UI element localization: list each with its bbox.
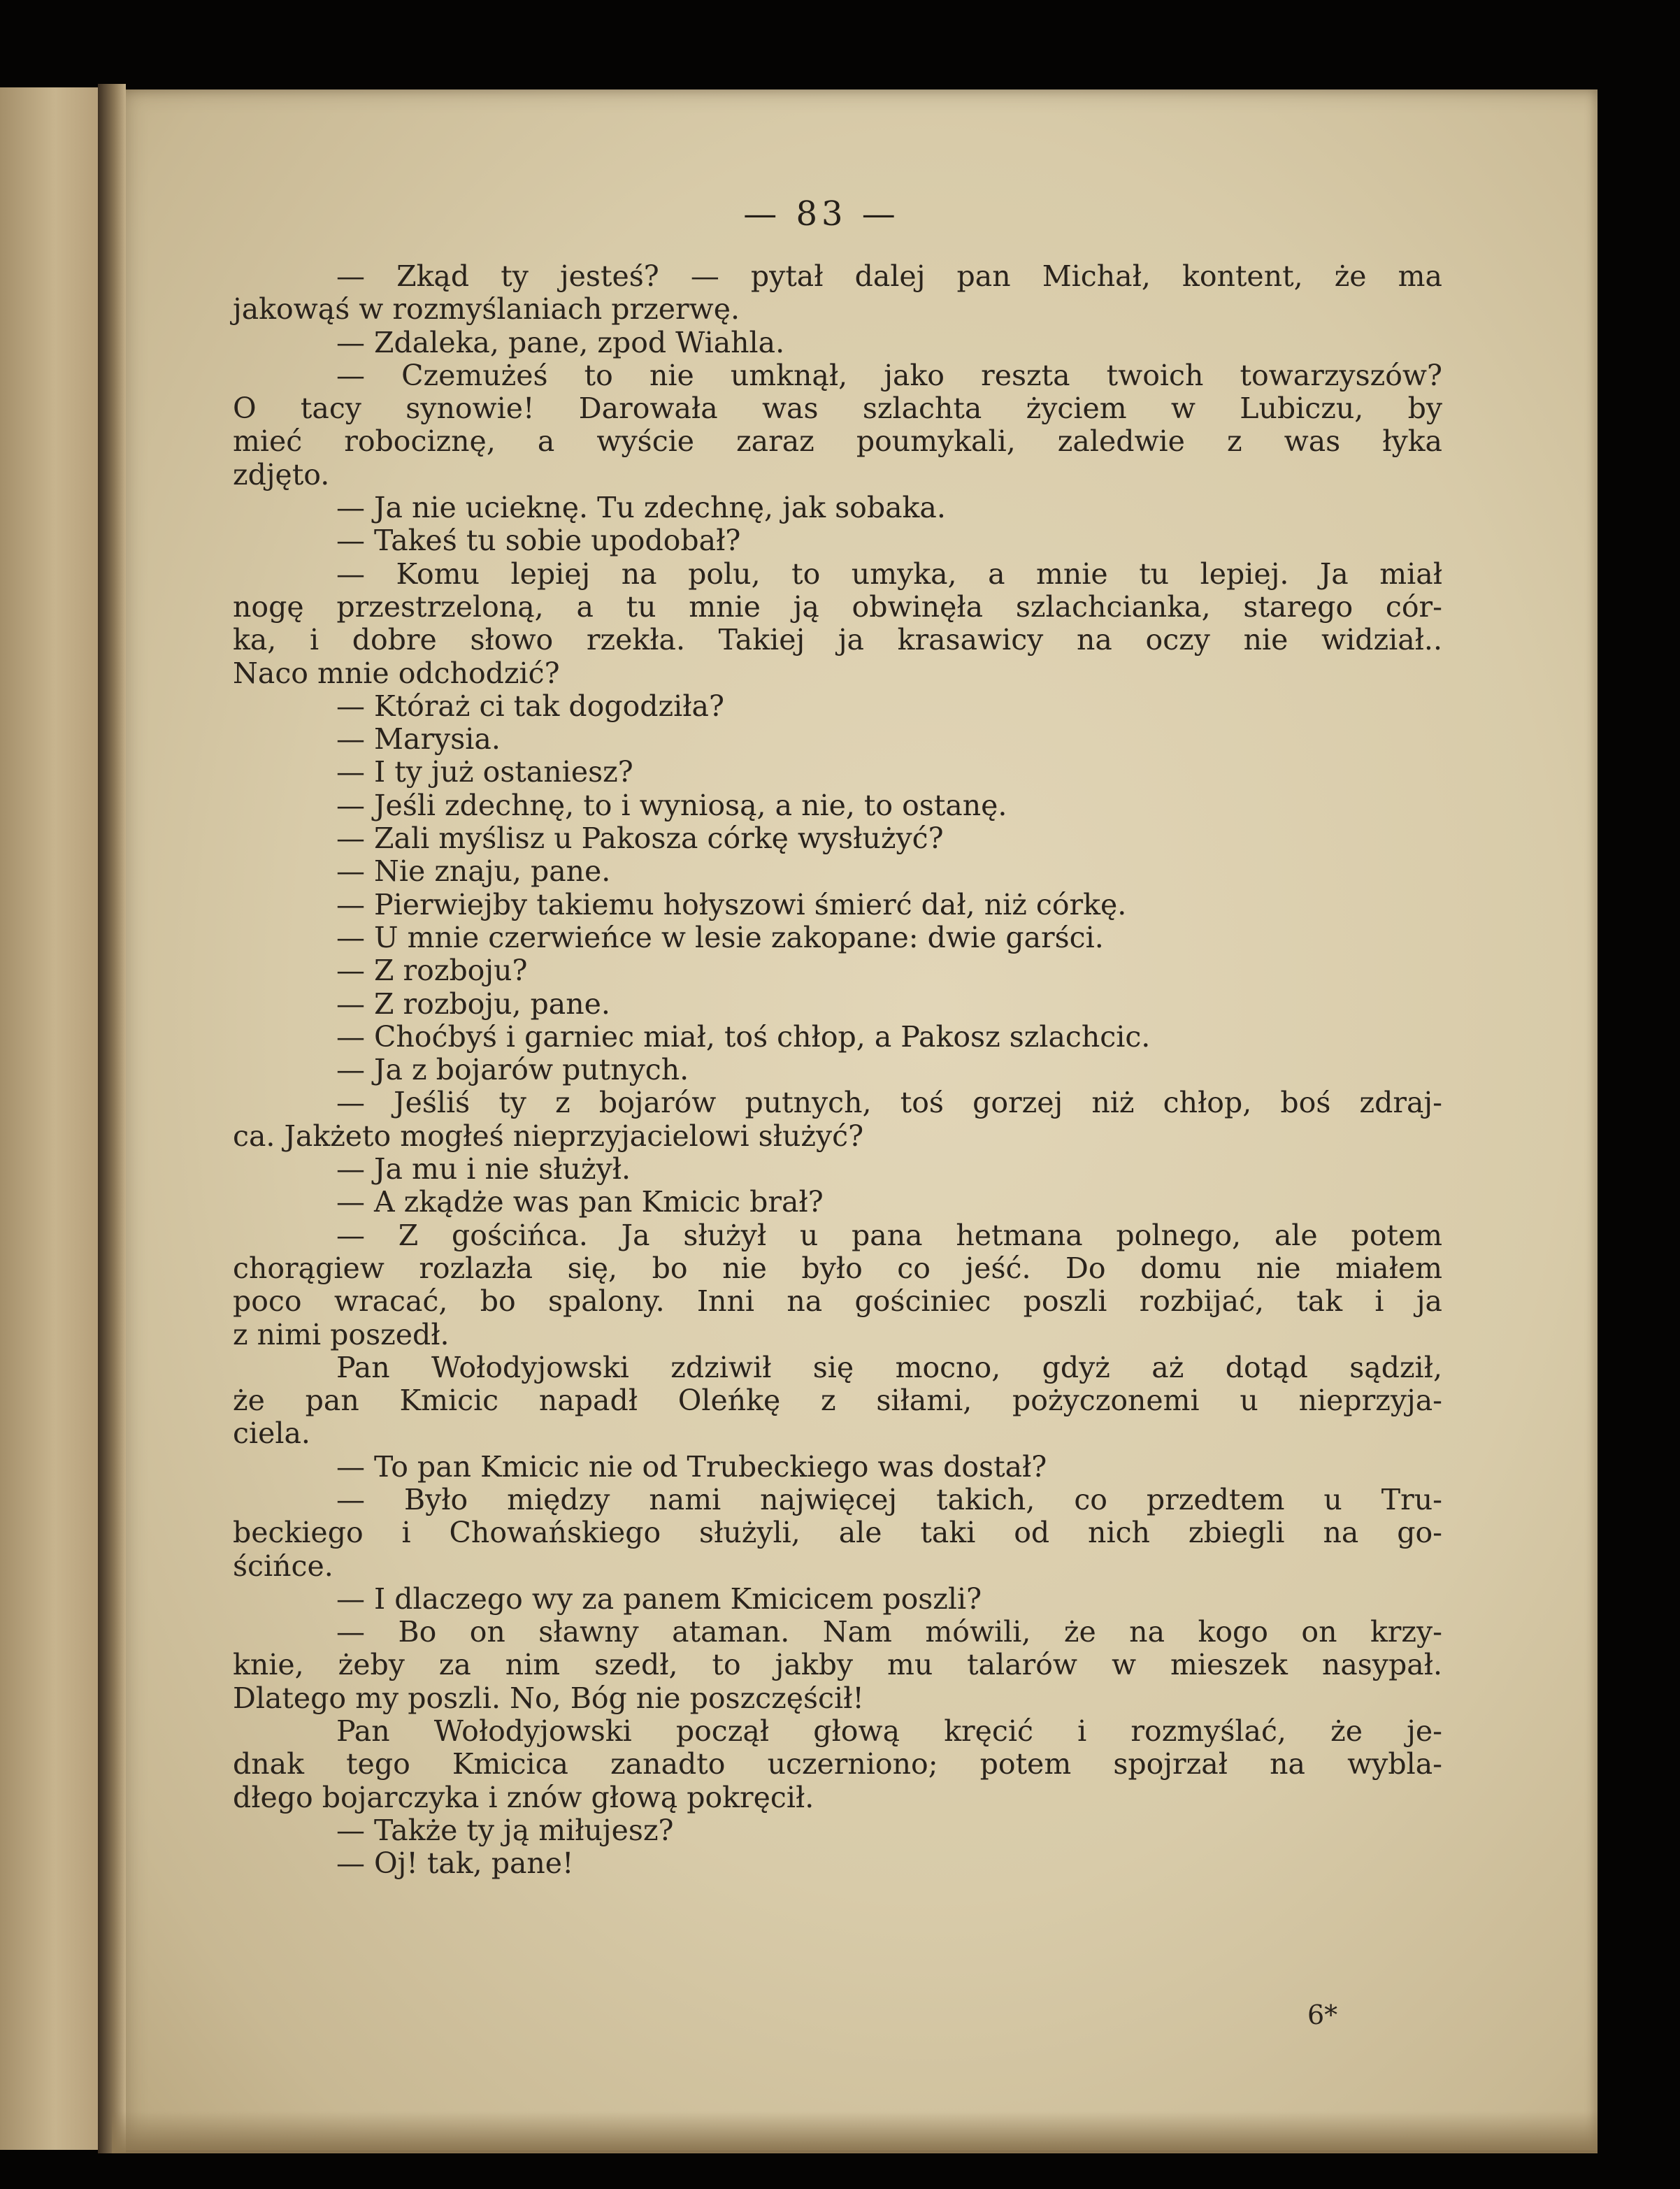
text-line: Naco mnie odchodzić? (233, 656, 560, 690)
text-line: — Było między nami najwięcej takich, co przedtem u Tru- (336, 1483, 1442, 1516)
text-line: — Ja mu i nie służył. (336, 1152, 631, 1186)
text-line: — Z gościńca. Ja służył u pana hetmana polnego, ale potem (336, 1219, 1442, 1252)
text-line: poco wracać, bo spalony. Inni na gościniec poszli rozbijać, tak i ja (233, 1285, 1442, 1319)
text-line: — To pan Kmicic nie od Trubeckiego was dostał? (336, 1449, 1047, 1484)
text-line: ścińce. (233, 1549, 333, 1583)
text-line: — Takeś tu sobie upodobał? (336, 524, 741, 558)
text-line: — Bo on sławny ataman. Nam mówili, że na kogo on krzy- (336, 1616, 1442, 1649)
text-line: dnak tego Kmicica zanadto uczerniono; potem spojrzał na wybla- (233, 1748, 1442, 1781)
text-line: — I ty już ostaniesz? (336, 755, 633, 789)
text-line: — Komu lepiej na polu, to umyka, a mnie tu lepiej. Ja miał (336, 557, 1442, 591)
page-number: — 83 — (743, 194, 900, 234)
text-line: — Marysia. (336, 722, 501, 756)
signature-mark: 6* (1307, 2000, 1338, 2030)
text-line: — Ja z bojarów putnych. (336, 1053, 689, 1087)
text-line: — Oj! tak, pane! (336, 1846, 574, 1881)
text-line: nogę przestrzeloną, a tu mnie ją obwinęła szlachcianka, starego cór- (233, 590, 1442, 624)
text-line: — Z rozboju? (336, 954, 528, 988)
text-line: O tacy synowie! Darowała was szlachta życiem w Lubiczu, by (233, 392, 1442, 426)
text-line: — Czemużeś to nie umknął, jako reszta twoich towarzyszów? (336, 359, 1442, 392)
text-line: — Pierwiejby takiemu hołyszowi śmierć dał, niż córkę. (336, 887, 1127, 921)
text-line: — Zdaleka, pane, zpod Wiahla. (336, 325, 785, 359)
text-line: — A zkądże was pan Kmicic brał? (336, 1185, 824, 1219)
text-line: Dlatego my poszli. No, Bóg nie poszczęścił! (233, 1681, 864, 1715)
text-line: chorągiew rozlazła się, bo nie było co jeść. Do domu nie miałem (233, 1251, 1442, 1285)
text-line: mieć robociznę, a wyście zaraz poumykali, zaledwie z was łyka (233, 425, 1442, 459)
text-line: — Zkąd ty jesteś? — pytał dalej pan Michał, kontent, że ma (336, 260, 1442, 293)
text-line: — Któraż ci tak dogodziła? (336, 689, 724, 723)
text-line: zdjęto. (233, 457, 330, 491)
text-line: Pan Wołodyjowski począł głową kręcić i rozmyślać, że je- (336, 1715, 1442, 1749)
text-line: — Także ty ją miłujesz? (336, 1813, 674, 1847)
book-gutter (98, 84, 126, 2153)
text-line: dłego bojarczyka i znów głową pokręcił. (233, 1780, 814, 1814)
text-line: z nimi poszedł. (233, 1317, 450, 1351)
text-line: knie, żeby za nim szedł, to jakby mu talarów w mieszek nasypał. (233, 1649, 1442, 1682)
text-line: ca. Jakżeto mogłeś nieprzyjacielowi służyć? (233, 1119, 864, 1153)
text-line: — Zali myślisz u Pakosza córkę wysłużyć? (336, 821, 944, 856)
text-line: — Jeśliś ty z bojarów putnych, toś gorzej niż chłop, boś zdraj- (336, 1086, 1442, 1120)
text-line: Pan Wołodyjowski zdziwił się mocno, gdyż aż dotąd sądził, (336, 1351, 1442, 1384)
text-line: — Z rozboju, pane. (336, 986, 610, 1021)
text-line: — I dlaczego wy za panem Kmicicem poszli? (336, 1581, 982, 1616)
text-line: — Jeśli zdechnę, to i wyniosą, a nie, to ostanę. (336, 788, 1007, 822)
text-line: ciela. (233, 1416, 310, 1451)
text-line: że pan Kmicic napadł Oleńkę z siłami, pożyczonemi u nieprzyja- (233, 1384, 1442, 1418)
text-line: — Choćbyś i garniec miał, toś chłop, a Pakosz szlachcic. (336, 1019, 1151, 1054)
text-line: — Nie znaju, pane. (336, 854, 611, 889)
text-line: — U mnie czerwieńce w lesie zakopane: dwie garści. (336, 920, 1104, 954)
text-line: beckiego i Chowańskiego służyli, ale taki od nich zbiegli na go- (233, 1516, 1442, 1550)
text-line: — Ja nie ucieknę. Tu zdechnę, jak sobaka. (336, 491, 946, 525)
text-line: ka, i dobre słowo rzekła. Takiej ja krasawicy na oczy nie widział.. (233, 624, 1442, 657)
page-text (233, 260, 1442, 1881)
text-line: jakowąś w rozmyślaniach przerwę. (233, 292, 740, 326)
page-bottom-shadow (112, 2111, 1598, 2153)
